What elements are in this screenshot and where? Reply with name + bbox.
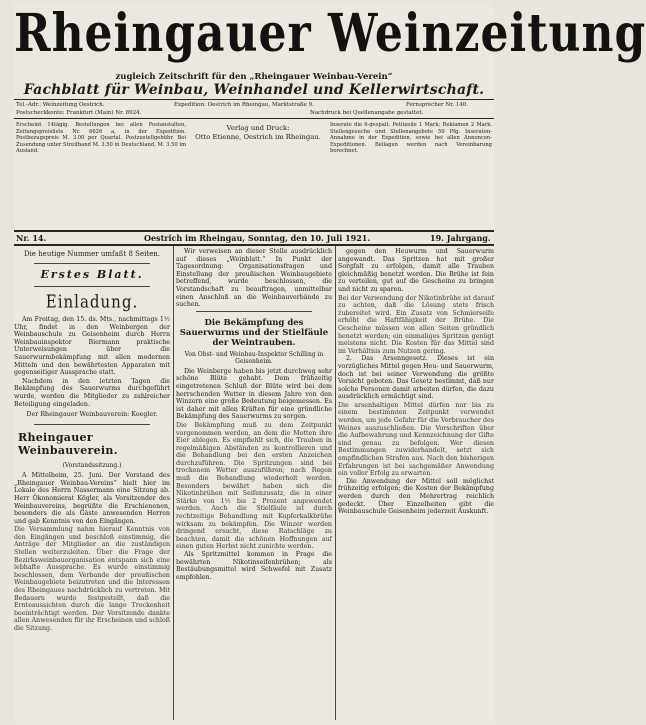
middle-top-text: Wir verweisen an dieser Stelle ausdrücklich auf dieses „Weinblatt.“ In Punkt der Tagesordnung: Organisationsfragen und Einstellung der preußischen Weinbaugebiete betreffend, wurde beschlossen, die Vorstandschaft zu beauftragen, unmittelbar einen Anschluß an die Weinbauverbände zu suchen. <box>176 248 332 309</box>
publisher-name: Otto Etienne, Oestrich im Rheingau. <box>195 133 321 141</box>
spritzmittel-text: Als Spritzmittel kommen in Frage die bewährten Nikotinseifenbrühen; als Bestäubungsmittel wird Schwefel mit Zusatz empfohlen. <box>176 551 332 581</box>
header-rule <box>14 99 494 100</box>
issue-year: 19. Jahrgang. <box>430 233 491 243</box>
middle-column <box>176 248 332 720</box>
sauerwurm-continued-text: Die Bekämpfung muß zu dem Zeitpunkt vorgenommen werden, an dem die Motten ihre Eier ablegen. Es empfiehlt sich, die Trauben in regelmäßigen Abständen zu kontrollieren und die Behandlung bei den ersten Anzeichen durchzuführen. Die Spritzungen sind bei trockenem Wetter auszuführen; nach Regen muß die Behandlung wiederholt werden. Besonders bewährt haben sich die Nikotinbrühen mit Seifenzusatz, die in einer Stärke von 1½ bis 2 Prozent angewendet werden. Auch die Stielfäule ist durch rechtzeitige Behandlung mit Kupferkalkbrühe wirksam zu bekämpfen. Die Winzer werden dringend ersucht, diese Ratschläge zu beachten, damit die schönen Hoffnungen auf einen guten Herbst nicht zunichte werden. <box>176 421 332 551</box>
right-column <box>338 248 494 720</box>
verein-continued-text: Die Versammlung nahm hierauf Kenntnis von den Eingängen und beschloß einstimmig, die Anträge der Mitglieder an die zuständigen Stellen weiterzuleiten. Über die Frage der Bezirksweinbauorganisation entspann sich eine lebhafte Aussprache. Es wurde einstimmig beschlossen, dem Verbande der preußischen Weinbaugebiete beizutreten und die Interessen des Rheingaues nachdrücklich zu vertreten. Mit Bedauern wurde festgestellt, daß die Ernteaussichten durch die lange Trockenheit beeinträchtigt werden. Der Vorsitzende dankte allen Anwesenden für ihr Erscheinen und schloß die Sitzung. <box>14 526 170 632</box>
telegram-address: Tel.-Adr.: Weinzeitung Oestrich. <box>16 102 105 108</box>
reprint-note: Nachdruck bei Quellenangabe gestattet. <box>310 110 424 116</box>
sauerwurm-text: Die Weinberge haben bis jetzt durchweg sehr schöne Blüte gehabt. Dem frühzeitig eingetretenen Schluß der Blüte wird bei dem herrschenden Wetter in diesem Jahre von den Winzern eine große Bedeutung beigemessen. Es ist daher mit allen Kräften für eine gründliche Bekämpfung des Sauerwurms zu sorgen. <box>176 367 332 421</box>
sauerwurm-heading: Die Bekämpfung des Sauerwurms und der Stielfäule der Weintrauben. <box>179 317 329 348</box>
info-rule <box>14 118 494 119</box>
dateline-bottom-rule <box>14 244 494 246</box>
verein-heading: Rheingauer Weinbauverein. <box>18 431 118 458</box>
einladung-signature: Der Rheingauer Weinbauverein: Koegler. <box>26 411 158 419</box>
subscription-box: Erscheint 14tägig. Bestellungen bei allen Postanstalten, Zeitungspreisliste Nr. 6626 a, in der Expedition. Postbezugspreis M. 3.00 per Quartal. Postzustellgebühr. Bei Zusendung unter Streifband M. 3.50 in Deutschland, M. 3.50 im Ausland. <box>16 122 186 155</box>
erstes-blatt: Erstes Blatt. <box>40 268 144 281</box>
arsen-continued-text: Die arsenhaltigen Mittel dürfen nur bis zu einem bestimmten Zeitpunkt verwendet werden, um jede Gefahr für die Verbraucher des Weines auszuschließen. Die Vorschriften über die Aufbewahrung und Kennzeichnung der Gifte sind genau zu befolgen. Wer diesen Bestimmungen zuwiderhandelt, setzt sich empfindlichen Strafen aus. Nach den bisherigen Erfahrungen ist bei sachgemäßer Anwendung ein voller Erfolg zu erwarten. <box>338 401 494 478</box>
divider <box>34 263 150 264</box>
page-count-note: Die heutige Nummer umfaßt 8 Seiten. <box>23 250 161 258</box>
masthead-subtitle: zugleich Zeitschrift für den „Rheingauer Weinbau-Verein“ <box>115 72 393 82</box>
masthead-fachblatt: Fachblatt für Weinbau, Weinhandel und Kellerwirtschaft. <box>23 82 485 98</box>
sauerwurm-author: Von Obst- und Weinbau-Inspektor Schilling in Geisenheim. <box>184 350 324 365</box>
column-divider <box>335 246 336 720</box>
expedition-address: Expedition: Oestrich im Rheingau, Marktstraße 9. <box>174 102 314 108</box>
left-column <box>14 248 170 720</box>
publisher-box <box>192 124 324 142</box>
newspaper-page <box>14 2 646 723</box>
column-divider <box>173 246 174 720</box>
divider <box>34 424 150 425</box>
phone-number: Fernsprecher Nr. 140. <box>406 102 469 108</box>
issue-number: Nr. 14. <box>16 233 47 243</box>
einladung-text-2: Nachdem in den letzten Tagen die Bekämpfung des Sauerwurms durchgeführt wurde, werden die Mitglieder zu zahlreicher Beteiligung eingeladen. <box>14 377 170 408</box>
right-rest-text: Die Anwendung der Mittel soll möglichst frühzeitig erfolgen; die Kosten der Bekämpfung werden durch den Mehrertrag reichlich gedeckt. Über Einzelheiten gibt die Weinbauschule Geisenheim jederzeit Auskunft. <box>338 477 494 516</box>
advertising-box: Inserate die 6-gespalt. Petitzeile 1 Mark; Reklamen 2 Mark. Stellengesuche und Stellenangebote 50 Pfg. Inseraten-Annahme in der Expedition, sowie bei allen Annoncen-Expeditionen. Beilagen werden nach Vereinbarung berechnet. <box>330 122 492 155</box>
einladung-heading: Einladung. <box>45 291 139 313</box>
publisher-label: Verlag und Druck: <box>226 124 290 132</box>
divider <box>196 311 312 312</box>
postcheck-account: Postscheckkonto: Frankfurt (Main) Nr. 8924. <box>16 110 142 116</box>
verein-text: A Mittelheim, 25. Juni. Der Vorstand des „Rheingauer Weinbau-Vereins“ hielt hier im Lokale des Herrn Nassermann eine Sitzung ab. Herr Ökonomierat Kögler, als Vorsitzender des Weinbauvereins, begrüßte die Erschienenen, besonders die als Gäste anwesenden Herren und gab Kenntnis von den Eingängen. <box>14 472 170 525</box>
masthead-title: Rheingauer Weinzeitung <box>14 4 646 65</box>
dateline-top-rule <box>14 230 494 232</box>
issue-date: Oestrich im Rheingau, Sonntag, den 10. Juli 1921. <box>144 233 371 243</box>
arsen-text: 2. Das Arsenngesetz. Dieses ist ein vorzügliches Mittel gegen Heu- und Sauerwurm, doch ist bei seiner Verwendung die größte Vorsicht geboten. Das Gesetz bestimmt, daß nur solche Personen damit arbeiten dürfen, die dazu ausdrücklich ermächtigt sind. <box>338 355 495 401</box>
right-continued-text: Bei der Verwendung der Nikotinbrühe ist darauf zu achten, daß die Lösung stets frisch zubereitet wird. Ein Zusatz von Schmierseife erhöht die Haftfähigkeit der Brühe. Die Gescheine müssen von allen Seiten gründlich benetzt werden; ein einmaliges Spritzen genügt meistens nicht. Die Kosten für das Mittel sind im Verhältnis zum Nutzen gering. <box>338 294 494 355</box>
right-top-text: gegen den Heuwurm und Sauerwurm angewandt. Das Spritzen hat mit großer Sorgfalt zu erfolgen, damit alle Trauben gleichmäßig benetzt werden. Die Brühe ist fein zu verteilen, gut auf die Gescheine zu bringen und nicht zu sparen. <box>338 248 494 293</box>
einladung-text: Am Freitag, den 15. ds. Mts., nachmittags 1½ Uhr, findet in den Weinbergen der Weinbauschule zu Geisenheim durch Herrn Weinbauinspektor Biermann praktische Unterweisungen über die Sauerwurmbekämpfung mit allen modernen Mitteln und den bewährtesten Apparaten mit gegenseitiger Aussprache statt. <box>14 316 170 377</box>
verein-subheading: (Vorstandssitzung.) <box>62 462 122 470</box>
